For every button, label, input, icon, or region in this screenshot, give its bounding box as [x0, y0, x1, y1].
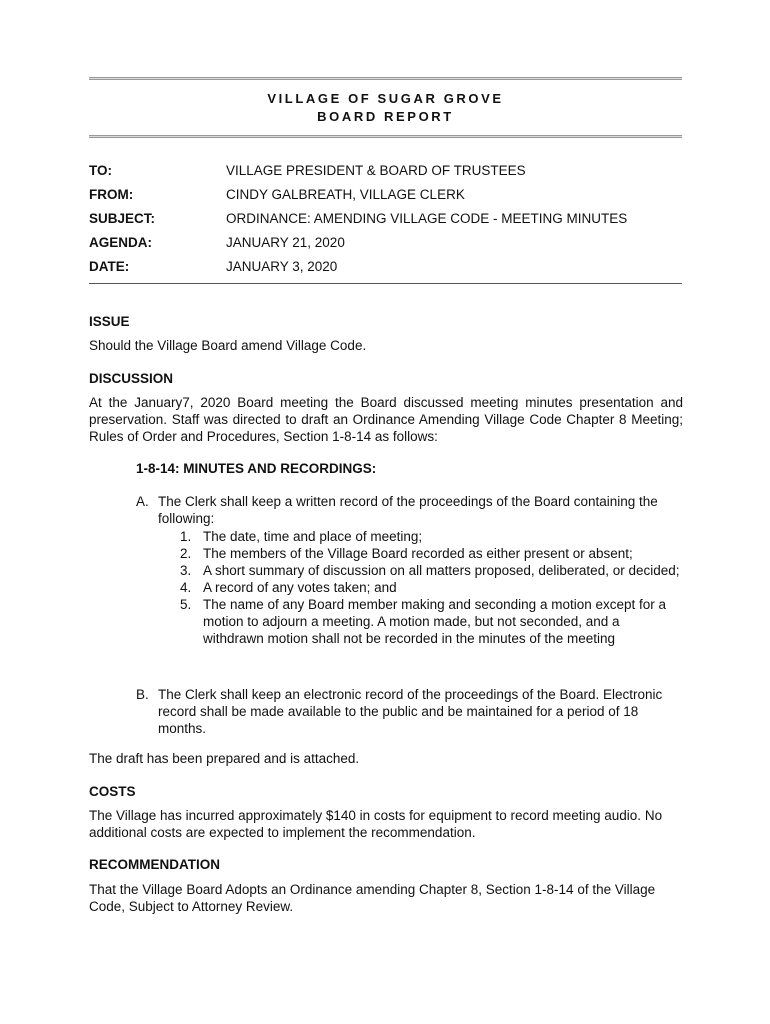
- recommendation-text: That the Village Board Adopts an Ordinance amending Chapter 8, Section 1-8-14 of the Village Code, Subject to Attorney Review.: [89, 882, 656, 914]
- document-title-report: BOARD REPORT: [317, 109, 454, 124]
- header-divider-rule: [89, 283, 682, 284]
- list-item-text: A short summary of discussion on all matters proposed, deliberated, or decided;: [203, 563, 680, 578]
- code-item-b-text: The Clerk shall keep an electronic record of the proceedings of the Board. Electronic record shall be made available to the public and be maintained for a period of 18 months.: [158, 687, 663, 736]
- memo-label-subject: SUBJECT:: [89, 211, 156, 226]
- list-item-number: 4.: [180, 580, 192, 595]
- memo-row-date: [89, 258, 682, 276]
- list-item: [180, 528, 683, 545]
- discussion-closing-text: The draft has been prepared and is attached.: [89, 751, 360, 766]
- memo-value-agenda: JANUARY 21, 2020: [226, 235, 345, 250]
- memo-row-agenda: [89, 234, 682, 252]
- list-item: [180, 596, 683, 647]
- issue-text: Should the Village Board amend Village Code.: [89, 338, 367, 353]
- memo-row-subject: [89, 210, 682, 228]
- list-item: [180, 562, 683, 579]
- discussion-heading: DISCUSSION: [89, 371, 174, 386]
- top-double-rule: [89, 77, 682, 80]
- discussion-text: At the January7, 2020 Board meeting the Board discussed meeting minutes presentation and preservation. Staff was directed to draft an Ordinance Amending Village Code Chapter 8 Meeting; Rules of Order and Procedures, Section 1-8-14 as follows:: [89, 395, 683, 444]
- list-item-text: The name of any Board member making and seconding a motion except for a motion to adjourn a meeting. A motion made, but not seconded, and a withdrawn motion shall not be recorded in the minutes of the meeting: [203, 597, 667, 646]
- memo-label-date: DATE:: [89, 259, 130, 274]
- document-title-village: VILLAGE OF SUGAR GROVE: [267, 91, 504, 106]
- memo-label-from: FROM:: [89, 187, 134, 202]
- list-item-number: 5.: [180, 597, 192, 612]
- list-item-text: A record of any votes taken; and: [203, 580, 397, 595]
- code-item-a-letter: A.: [136, 494, 149, 509]
- recommendation-heading: RECOMMENDATION: [89, 857, 220, 872]
- code-item-a-text: The Clerk shall keep a written record of the proceedings of the Board containing the following:: [158, 494, 658, 526]
- list-item-number: 2.: [180, 546, 192, 561]
- list-item-number: 3.: [180, 563, 192, 578]
- memo-row-from: [89, 186, 682, 204]
- code-item-b-letter: B.: [136, 687, 149, 702]
- list-item-text: The members of the Village Board recorded as either present or absent;: [203, 546, 633, 561]
- memo-value-from: CINDY GALBREATH, VILLAGE CLERK: [226, 187, 465, 202]
- list-item: [180, 579, 683, 596]
- list-item: [180, 545, 683, 562]
- code-section-heading: 1-8-14: MINUTES AND RECORDINGS:: [136, 461, 377, 476]
- code-item-b: [136, 686, 683, 737]
- list-item-number: 1.: [180, 529, 192, 544]
- title-bottom-double-rule: [89, 135, 682, 138]
- issue-heading: ISSUE: [89, 314, 130, 329]
- memo-value-date: JANUARY 3, 2020: [226, 259, 338, 274]
- costs-heading: COSTS: [89, 784, 136, 799]
- memo-value-subject: ORDINANCE: AMENDING VILLAGE CODE - MEETING MINUTES: [226, 211, 628, 226]
- code-item-a: [136, 493, 683, 527]
- memo-label-to: TO:: [89, 163, 112, 178]
- memo-label-agenda: AGENDA:: [89, 235, 152, 250]
- memo-row-to: [89, 162, 682, 180]
- costs-text: The Village has incurred approximately $140 in costs for equipment to record meeting audio. No additional costs are expected to implement the recommendation.: [89, 808, 663, 840]
- code-item-a-sublist: [180, 528, 683, 647]
- memo-value-to: VILLAGE PRESIDENT & BOARD OF TRUSTEES: [226, 163, 526, 178]
- list-item-text: The date, time and place of meeting;: [203, 529, 423, 544]
